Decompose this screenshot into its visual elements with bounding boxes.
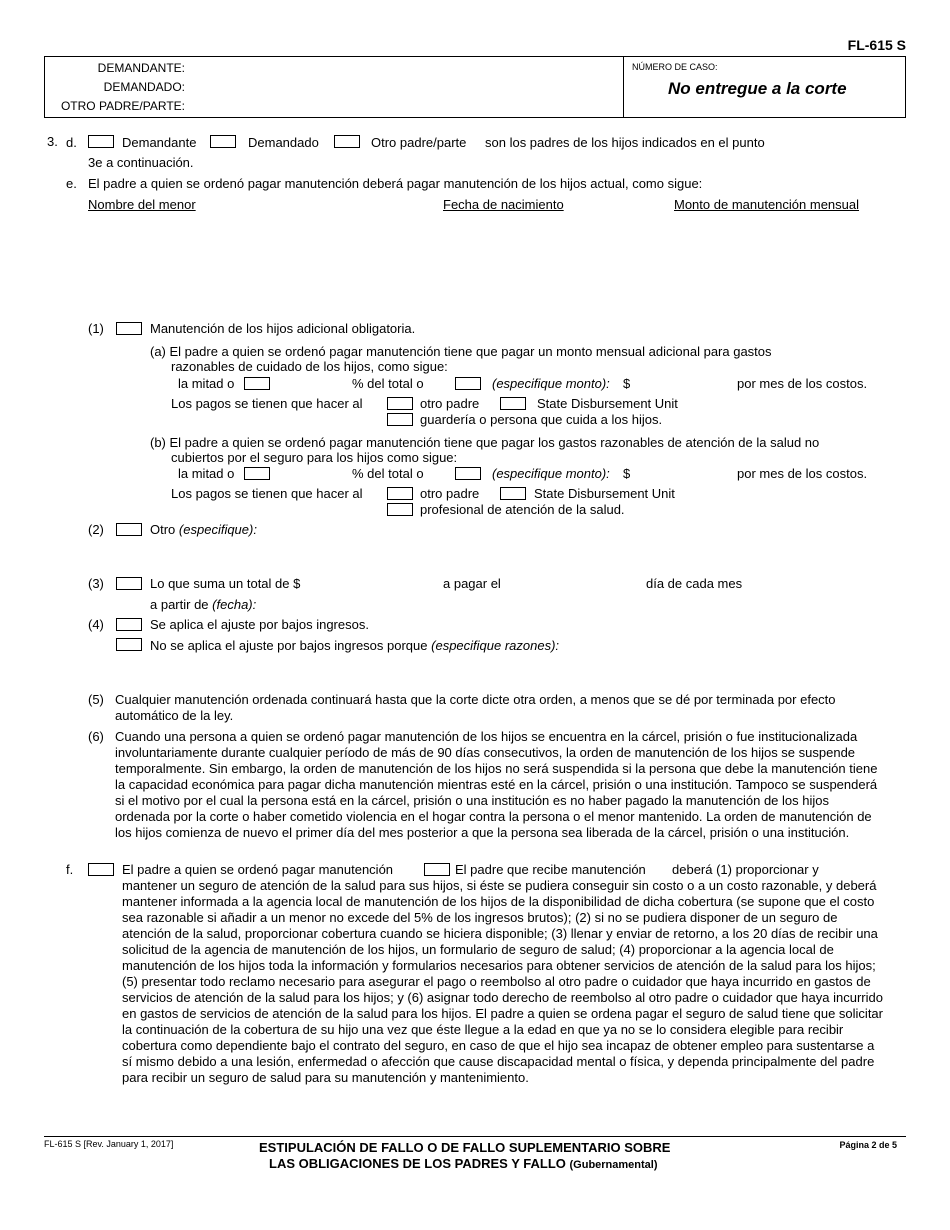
sub-5-text: Cualquier manutención ordenada continuará hasta que la corte dicte otra orden, a menos que se dé por terminada por efecto automático de la ley. (115, 692, 836, 723)
other-label: Otro (150, 522, 176, 537)
specify-amount-label: (especifique monto): (492, 466, 610, 481)
additional-support-checkbox[interactable] (116, 322, 142, 335)
footer-title-suffix: (Gubernamental) (569, 1159, 658, 1171)
low-income-applies-label: Se aplica el ajuste por bajos ingresos. (150, 617, 369, 632)
sub-3-number: (3) (88, 576, 104, 591)
starting-label: a partir de (150, 597, 209, 612)
other-parent-label: otro padre (420, 396, 480, 411)
low-income-not-applies-text (150, 638, 559, 653)
low-income-not-applies-checkbox[interactable] (116, 638, 142, 651)
total-checkbox[interactable] (116, 577, 142, 590)
other-specify: (especifique): (178, 522, 257, 537)
childcare-sdu-checkbox[interactable] (500, 397, 526, 410)
day-of-month-label: día de cada mes (646, 576, 743, 591)
footer-revision: FL-615 S [Rev. January 1, 2017] (44, 1139, 174, 1149)
sub-1b-line1: (b) El padre a quien se ordenó pagar manutención tiene que pagar los gastos razonables de atención de la salud no (150, 435, 820, 450)
respondent-option: Demandado (248, 135, 319, 150)
sdu-label: State Disbursement Unit (534, 486, 675, 501)
sub-4-number: (4) (88, 617, 104, 632)
footer-title-line1: ESTIPULACIÓN DE FALLO O DE FALLO SUPLEMENTARIO SOBRE (259, 1140, 671, 1155)
respondent-checkbox[interactable] (210, 135, 236, 148)
provider-label: profesional de atención de la salud. (420, 502, 625, 517)
daycare-label: guardería o persona que cuida a los hijos. (420, 412, 663, 427)
sub-1a-line2: razonables de cuidado de los hijos, como sigue: (171, 359, 448, 374)
item-3f-letter: f. (66, 862, 74, 877)
other-checkbox[interactable] (116, 523, 142, 536)
half-label: la mitad o (178, 466, 235, 481)
payments-to-label: Los pagos se tienen que hacer al (171, 486, 363, 501)
other-parent-label: otro padre (420, 486, 480, 501)
percent-label: % del total o (352, 376, 424, 391)
health-other-parent-checkbox[interactable] (387, 487, 413, 500)
payer-checkbox[interactable] (88, 863, 114, 876)
column-child-name: Nombre del menor (88, 197, 196, 212)
item-3d-letter: d. (66, 135, 77, 150)
other-parent-checkbox[interactable] (334, 135, 360, 148)
item-3f-text: mantener un seguro de atención de la salud para sus hijos, si éste se pudiera conseguir sin costo o a un costo razonable, y deberá mantener informada a la agencia local de manutención de los hijos de la disponibilidad de dicha cobertura (se supone que el costo sea razonable si añadir a un menor no excede del 5% de los ingresos brutos); (2) si no se pudiera disponer de un seguro de atención de la salud, proporcionar cobertura cuando se hiciera disponible; (3) llenar y enviar de retorno, a los 20 días de recibir una solicitud de la agencia de manutención de los hijos, un formulario de seguro de salud; (4) proporcionar a la agencia local de manutención de los hijos toda la información y formularios necesarios para obtener servicios de atención de la salud para los hijos; (5) presentar todo reclamo necesario para asegurar el pago o reembolso al otro padre o cuidador que haya incurrido en gastos de servicios de atención de la salud para los hijos; y (6) asignar todo derecho de reembolso al otro padre o cuidador que haya incurrido en gastos de servicios de atención de la salud para los hijos. El padre a quien se ordena pagar el seguro de salud tiene que solicitar la continuación de la cobertura de su hijo una vez que éste llegue a la edad en que ya no se lo considera elegible para recibir cobertura como dependiente bajo el contrato del seguro, en caso de que el hijo sea incapaz de obtener empleo para sustentarse a sí mismo debido a una lesión, enfermedad o afección que cause discapacidad mental o física, y dependa principalmente del padre para recibir un seguro de salud para su manutención y mantenimiento. (122, 878, 883, 1085)
column-monthly-amount: Monto de manutención mensual (674, 197, 860, 212)
sub-1b-line2: cubiertos por el seguro para los hijos como sigue: (171, 450, 458, 465)
item-3d-text-line2: 3e a continuación. (88, 155, 194, 170)
dollar-sign: $ (623, 466, 631, 481)
additional-support-text: Manutención de los hijos adicional obligatoria. (150, 321, 416, 336)
footer-page-number: Página 2 de 5 (839, 1140, 897, 1150)
respondent-label: DEMANDADO: (103, 80, 185, 94)
other-parent-label: OTRO PADRE/PARTE: (60, 99, 185, 113)
footer-rule (44, 1136, 906, 1137)
dollar-sign: $ (623, 376, 631, 391)
childcare-provider-checkbox[interactable] (387, 413, 413, 426)
specify-amount-label: (especifique monto): (492, 376, 610, 391)
date-label: (fecha): (212, 597, 257, 612)
item-3f-text-first: deberá (1) proporcionar y (672, 862, 819, 877)
childcare-half-checkbox[interactable] (244, 377, 270, 390)
specify-reasons-label: (especifique razones): (431, 638, 560, 653)
half-label: la mitad o (178, 376, 235, 391)
childcare-other-parent-checkbox[interactable] (387, 397, 413, 410)
per-month-label: por mes de los costos. (737, 466, 868, 481)
item-3-number: 3. (47, 134, 58, 149)
sdu-label: State Disbursement Unit (537, 396, 678, 411)
sub-1a-line1: (a) El padre a quien se ordenó pagar manutención tiene que pagar un monto mensual adicional para gastos (150, 344, 772, 359)
health-provider-checkbox[interactable] (387, 503, 413, 516)
payments-to-label: Los pagos se tienen que hacer al (171, 396, 363, 411)
sub-6-text: Cuando una persona a quien se ordenó pagar manutención de los hijos se encuentra en la cárcel, prisión o fue institucionalizada involuntariamente durante cualquier período de más de 90 días consecutivos, la orden de manutención de los hijos se suspende temporalmente. Sin embargo, la orden de manutención de los hijos no será suspendida si la persona que debe la manutención tiene la capacidad económica para pagar dicha manutención mientras esté en la cárcel, prisión o una institución. Tampoco se suspenderá si el motivo por el cual la persona está en la cárcel, prisión o una institución es no haber pagado la manutención de los hijos ordenada por la corte o haber cometido violencia en el hogar contra la persona o el menor mantenido. La orden de manutención de los hijos comienza de nuevo el primer día del mes posterior a que la persona sea liberada de la cárcel, prisión o una institución. (115, 729, 878, 840)
footer-title-line2: LAS OBLIGACIONES DE LOS PADRES Y FALLO (269, 1156, 566, 1171)
sub-6-number: (6) (88, 729, 104, 744)
sub-2-number: (2) (88, 522, 104, 537)
petitioner-checkbox[interactable] (88, 135, 114, 148)
health-half-checkbox[interactable] (244, 467, 270, 480)
case-number-notice: No entregue a la corte (668, 79, 847, 98)
footer-title-line2-wrap (269, 1156, 658, 1171)
form-number: FL-615 S (847, 37, 906, 53)
sub-1-number: (1) (88, 321, 104, 336)
item-3e-letter: e. (66, 176, 77, 191)
total-label: Lo que suma un total de $ (150, 576, 301, 591)
receiver-option: El padre que recibe manutención (455, 862, 646, 877)
percent-label: % del total o (352, 466, 424, 481)
other-parent-option: Otro padre/parte (371, 135, 467, 150)
petitioner-label: DEMANDANTE: (97, 61, 185, 75)
health-sdu-checkbox[interactable] (500, 487, 526, 500)
item-3e-text: El padre a quien se ordenó pagar manutención deberá pagar manutención de los hijos actual, como sigue: (88, 176, 703, 191)
childcare-amount-checkbox[interactable] (455, 377, 481, 390)
petitioner-option: Demandante (122, 135, 197, 150)
sub-5-number: (5) (88, 692, 104, 707)
payer-option: El padre a quien se ordenó pagar manutención (122, 862, 394, 877)
case-number-label: NÚMERO DE CASO: (632, 62, 718, 72)
column-birth-date: Fecha de nacimiento (443, 197, 564, 212)
low-income-not-applies-label: No se aplica el ajuste por bajos ingresos porque (150, 638, 428, 653)
item-3d-text: son los padres de los hijos indicados en el punto (485, 135, 765, 150)
receiver-checkbox[interactable] (424, 863, 450, 876)
health-amount-checkbox[interactable] (455, 467, 481, 480)
caption-divider (623, 56, 624, 118)
low-income-applies-checkbox[interactable] (116, 618, 142, 631)
pay-on-label: a pagar el (443, 576, 501, 591)
other-text (150, 522, 257, 537)
per-month-label: por mes de los costos. (737, 376, 868, 391)
starting-date-text (150, 597, 256, 612)
